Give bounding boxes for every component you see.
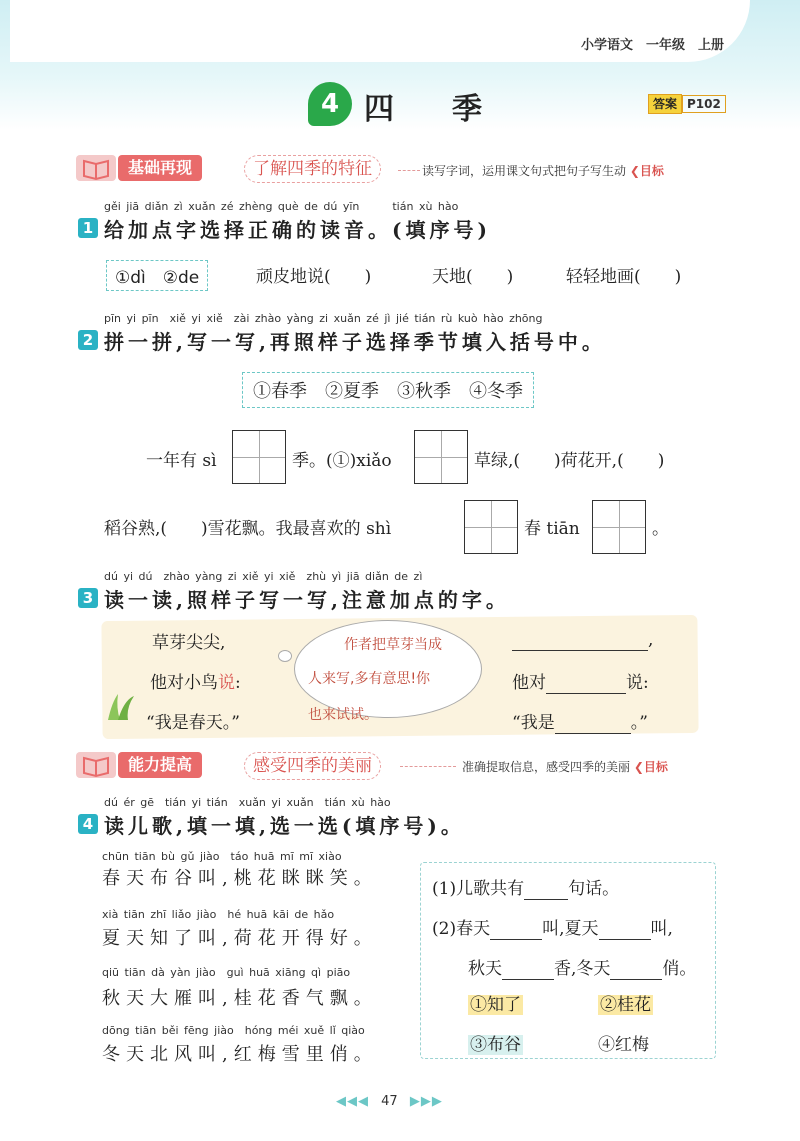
divider bbox=[400, 766, 456, 767]
q2-line2-a: 稻谷熟,( )雪花飘。我最喜欢的 shì bbox=[104, 519, 392, 539]
goal-tag: ❮目标 bbox=[629, 164, 664, 178]
q1-item-2[interactable]: 天地( ) bbox=[432, 267, 514, 287]
book-info: 小学语文 一年级 上册 bbox=[580, 38, 724, 53]
q2-line2-b: 春 tiān bbox=[524, 519, 580, 539]
q4-choice-4[interactable]: ④红梅 bbox=[598, 1035, 649, 1055]
goal-text: 读写字词，运用课文句式把句子写生动 bbox=[422, 164, 627, 178]
q3-answer-line-2[interactable]: 他对 说: bbox=[512, 673, 649, 693]
q2-line2-c: 。 bbox=[652, 519, 669, 539]
q1-options: ①dì ②de bbox=[106, 260, 208, 291]
q3-instruction: 读一读,照样子写一写,注意加点的字。 bbox=[104, 588, 510, 612]
q2-writing-box-1[interactable] bbox=[232, 430, 286, 484]
q2-number: 2 bbox=[78, 330, 98, 350]
poem-line-2: 夏天知了叫,荷花开得好。 bbox=[102, 928, 378, 949]
q3-answer-line-3[interactable]: “我是 。” bbox=[512, 713, 648, 733]
page-footer bbox=[336, 1094, 443, 1109]
bubble-line-3: 也来试试。 bbox=[308, 707, 378, 723]
poem-line-1: 春天布谷叫,桃花眯眯笑。 bbox=[102, 868, 378, 889]
q2-writing-box-3[interactable] bbox=[464, 500, 518, 554]
q4-choice-2[interactable]: ②桂花 bbox=[600, 995, 651, 1015]
arrow-right-icon: ▶▶▶ bbox=[409, 1094, 443, 1109]
q4-sub-1[interactable]: (1)儿歌共有 句话。 bbox=[432, 879, 620, 899]
poem-line-4: 冬天北风叫,红梅雪里俏。 bbox=[102, 1044, 378, 1065]
book-icon bbox=[76, 155, 116, 181]
answer-label: 答案 bbox=[648, 94, 682, 114]
q4-choice-3[interactable]: ③布谷 bbox=[470, 1035, 521, 1055]
poem-line-4-pinyin: dōng tiān běi fēng jiào hóng méi xuě lǐ qiào bbox=[102, 1024, 365, 1037]
q4-sub-3[interactable]: 秋天 香,冬天 俏。 bbox=[468, 959, 697, 979]
q1-instruction: 给加点字选择正确的读音。(填序号) bbox=[104, 218, 491, 242]
q2-line1-c: 草绿,( )荷花开,( ) bbox=[474, 451, 665, 471]
section-advanced-goal bbox=[462, 758, 668, 775]
q2-writing-box-4[interactable] bbox=[592, 500, 646, 554]
q2-options: ①春季 ②夏季 ③秋季 ④冬季 bbox=[242, 372, 534, 408]
q4-number: 4 bbox=[78, 814, 98, 834]
poem-line-1-pinyin: chūn tiān bù gǔ jiào táo huā mī mī xiào bbox=[102, 850, 342, 863]
page-number: 47 bbox=[381, 1094, 398, 1109]
q1-pinyin: gěi jiā diǎn zì xuǎn zé zhèng què de dú yīn tián xù hào bbox=[104, 200, 459, 213]
q3-example-line-3: “我是春天。” bbox=[146, 713, 240, 733]
bubble-dot bbox=[278, 650, 292, 662]
grass-icon bbox=[104, 692, 140, 720]
q4-choice-1[interactable]: ①知了 bbox=[470, 995, 521, 1015]
q4-sub-2[interactable]: (2)春天 叫,夏天 叫, bbox=[432, 919, 673, 939]
q1-number: 1 bbox=[78, 218, 98, 238]
poem-line-2-pinyin: xià tiān zhī liǎo jiào hé huā kāi de hǎo bbox=[102, 908, 335, 921]
q4-pinyin: dú ér gē tián yi tián xuǎn yi xuǎn tián xù hào bbox=[104, 796, 391, 809]
q2-line1-a: 一年有 sì bbox=[146, 451, 217, 471]
q3-number: 3 bbox=[78, 588, 98, 608]
book-icon bbox=[76, 752, 116, 778]
q3-example-line-1: 草芽尖尖, bbox=[152, 633, 226, 653]
poem-line-3-pinyin: qiū tiān dà yàn jiào guì huā xiāng qì piāo bbox=[102, 966, 351, 979]
q2-writing-box-2[interactable] bbox=[414, 430, 468, 484]
q3-answer-line-1[interactable]: , bbox=[512, 630, 653, 651]
arrow-left-icon: ◀◀◀ bbox=[336, 1094, 369, 1109]
section-advanced-title: 能力提高 bbox=[118, 752, 202, 778]
goal-text: 准确提取信息，感受四季的美丽 bbox=[462, 760, 631, 774]
lesson-title: 四季 bbox=[364, 92, 540, 127]
bubble-line-1: 作者把草芽当成 bbox=[344, 637, 442, 653]
poem-line-3: 秋天大雁叫,桂花香气飘。 bbox=[102, 988, 378, 1009]
section-basic-goal bbox=[422, 162, 664, 179]
section-basic-subtitle: 了解四季的特征 bbox=[244, 155, 381, 183]
divider bbox=[398, 170, 420, 171]
q4-instruction: 读儿歌,填一填,选一选(填序号)。 bbox=[104, 814, 465, 838]
section-basic-title: 基础再现 bbox=[118, 155, 202, 181]
section-advanced-subtitle: 感受四季的美丽 bbox=[244, 752, 381, 780]
q1-item-1[interactable]: 顽皮地说( ) bbox=[256, 267, 372, 287]
lesson-number-badge: 4 bbox=[308, 82, 352, 126]
answer-page: P102 bbox=[682, 95, 726, 113]
q2-instruction: 拼一拼,写一写,再照样子选择季节填入括号中。 bbox=[104, 330, 606, 354]
q1-item-3[interactable]: 轻轻地画( ) bbox=[566, 267, 682, 287]
bubble-line-2: 人来写,多有意思!你 bbox=[308, 671, 431, 687]
q3-example-line-2: 他对小鸟说: bbox=[150, 673, 241, 693]
answer-reference[interactable] bbox=[648, 95, 726, 112]
q2-line1-b: 季。(①)xiǎo bbox=[292, 451, 392, 471]
goal-tag: ❮目标 bbox=[633, 760, 668, 774]
q2-pinyin: pīn yi pīn xiě yi xiě zài zhào yàng zi xuǎn zé jì jié tián rù kuò hào zhōng bbox=[104, 312, 543, 325]
q3-pinyin: dú yi dú zhào yàng zi xiě yi xiě zhù yì jiā diǎn de zì bbox=[104, 570, 423, 583]
